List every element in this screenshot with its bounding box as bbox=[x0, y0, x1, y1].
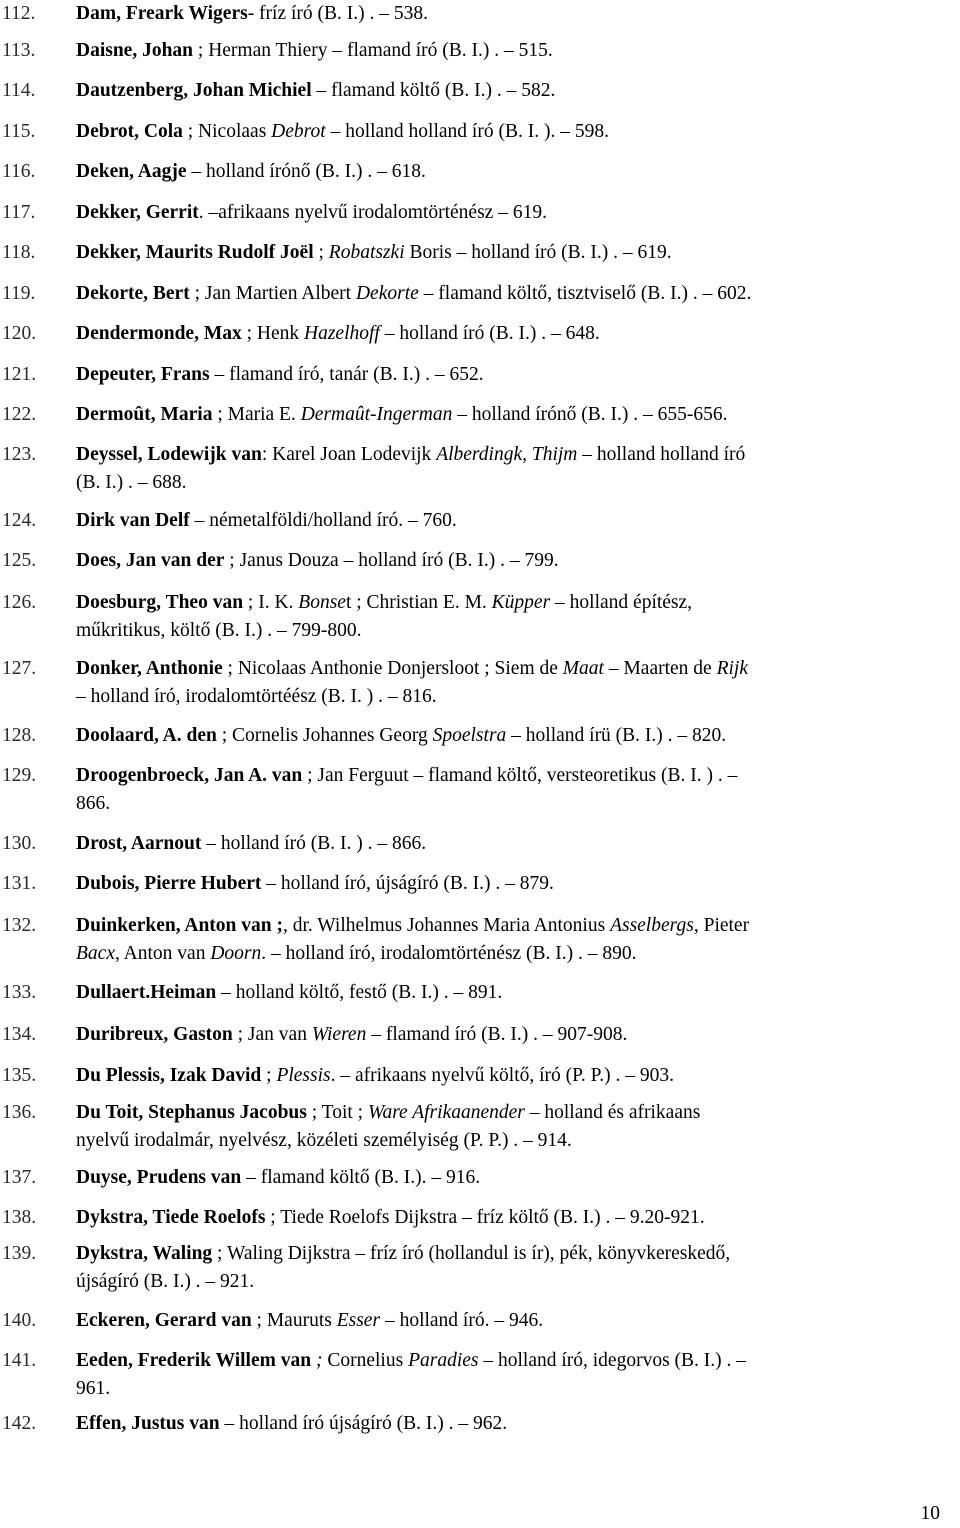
entry-number: 114. bbox=[2, 80, 36, 101]
entry-text bbox=[76, 239, 960, 267]
entry-pseudonym: Doorn bbox=[210, 943, 262, 964]
entry-description: ; Nicolaas bbox=[182, 121, 272, 142]
entry-line bbox=[76, 158, 960, 186]
entry-description: – Maarten de bbox=[603, 658, 717, 679]
entry-name: Dekorte, Bert bbox=[76, 283, 190, 304]
entry-description: ; Jan Martien Albert bbox=[189, 283, 356, 304]
entry-name: Dykstra, Tiede Roelofs bbox=[76, 1207, 266, 1228]
entry-name: Dam, Freark Wigers bbox=[76, 3, 248, 24]
entry-number: 134. bbox=[2, 1024, 37, 1045]
entry-text bbox=[76, 830, 960, 858]
entry-pseudonym: Spoelstra bbox=[432, 725, 507, 746]
entry-number: 142. bbox=[2, 1413, 37, 1434]
entry-description: Boris – holland író (B. I.) . – 619. bbox=[404, 242, 672, 263]
entry-description: ; I. K. bbox=[243, 592, 299, 613]
entry-number: 112. bbox=[2, 3, 36, 24]
entry-text bbox=[76, 280, 960, 308]
entry-description: : Karel Joan Lodevijk bbox=[261, 444, 437, 465]
entry-line bbox=[76, 1240, 960, 1268]
entry-description: – holland író, irodalomtörtéész (B. I. ) . – 816. bbox=[76, 686, 437, 707]
entry-line bbox=[76, 1268, 960, 1296]
entry-pseudonym: Maat bbox=[562, 658, 604, 679]
entry-name: Duinkerken, Anton van ; bbox=[76, 915, 283, 936]
page-number: 10 bbox=[920, 1503, 940, 1524]
entry-line bbox=[76, 683, 960, 711]
entry-name: Dekker, Maurits Rudolf Joël bbox=[76, 242, 314, 263]
entry-description: – holland író (B. I. ) . – 866. bbox=[201, 833, 427, 854]
entry-description: – németalföldi/holland író. – 760. bbox=[189, 510, 457, 531]
entry-description: újságíró (B. I.) . – 921. bbox=[76, 1271, 255, 1292]
entry-pseudonym: Esser bbox=[336, 1310, 381, 1331]
entry-description: Cornelius bbox=[322, 1350, 409, 1371]
entry-text bbox=[76, 547, 960, 575]
entry-number: 127. bbox=[2, 658, 37, 679]
entry-number: 138. bbox=[2, 1207, 37, 1228]
entry-line bbox=[76, 655, 960, 683]
entry-description: ; Nicolaas Anthonie Donjersloot ; Siem de bbox=[222, 658, 563, 679]
entry-description: – flamand költő (B. I.) . – 582. bbox=[311, 80, 556, 101]
entry-number: 133. bbox=[2, 982, 37, 1003]
entry-pseudonym: Alberdingk, Thijm bbox=[436, 444, 578, 465]
entry-name: Dermoût, Maria bbox=[76, 404, 213, 425]
entry-text bbox=[76, 1164, 960, 1192]
entry-text bbox=[76, 199, 960, 227]
entry-description: ; bbox=[261, 1065, 277, 1086]
entry-line bbox=[76, 1127, 960, 1155]
entry-line bbox=[76, 118, 960, 146]
entry-pseudonym: Robatszki bbox=[328, 242, 405, 263]
entry-number: 121. bbox=[2, 364, 37, 385]
entry-number: 132. bbox=[2, 915, 37, 936]
entry-line bbox=[76, 1164, 960, 1192]
entry-description: 866. bbox=[76, 793, 111, 814]
entry-text bbox=[76, 1099, 960, 1155]
entry-description: . –afrikaans nyelvű irodalomtörténész – 619. bbox=[198, 202, 547, 223]
entry-number: 129. bbox=[2, 765, 37, 786]
entry-description: , Anton van bbox=[114, 943, 211, 964]
entry-number: 117. bbox=[2, 202, 36, 223]
entry-text bbox=[76, 870, 960, 898]
entry-description: ; Herman Thiery – flamand író (B. I.) . – 515. bbox=[193, 40, 553, 61]
entry-line bbox=[76, 1062, 960, 1090]
entry-name: Dautzenberg, Johan Michiel bbox=[76, 80, 312, 101]
entry-text bbox=[76, 722, 960, 750]
entry-name: Drost, Aarnout bbox=[76, 833, 202, 854]
entry-line bbox=[76, 441, 960, 469]
entry-text bbox=[76, 401, 960, 429]
entry-line bbox=[76, 722, 960, 750]
entry-description: , dr. Wilhelmus Johannes Maria Antonius bbox=[282, 915, 611, 936]
entry-description: - fríz író (B. I.) . – 538. bbox=[247, 3, 429, 24]
entry-line bbox=[76, 361, 960, 389]
entry-number: 130. bbox=[2, 833, 37, 854]
entry-name: Eeden, Frederik Willem van bbox=[76, 1350, 312, 1371]
entry-line bbox=[76, 547, 960, 575]
entry-description: ; Cornelis Johannes Georg bbox=[216, 725, 433, 746]
entry-description: ; Maria E. bbox=[212, 404, 301, 425]
entry-description: – holland írónő (B. I.) . – 618. bbox=[186, 161, 426, 182]
entry-line bbox=[76, 762, 960, 790]
entry-line bbox=[76, 507, 960, 535]
entry-description: ; bbox=[313, 242, 329, 263]
entry-name: Effen, Justus van bbox=[76, 1413, 220, 1434]
entry-number: 141. bbox=[2, 1350, 37, 1371]
entry-name: Doolaard, A. den bbox=[76, 725, 217, 746]
entry-text bbox=[76, 762, 960, 818]
entry-number: 119. bbox=[2, 283, 36, 304]
entry-number: 137. bbox=[2, 1167, 37, 1188]
entry-pseudonym: Bacx bbox=[76, 943, 115, 964]
entry-description: . – holland író, irodalomtörténész (B. I.) . – 890. bbox=[261, 943, 637, 964]
entry-name: Duribreux, Gaston bbox=[76, 1024, 233, 1045]
entry-text bbox=[76, 912, 960, 968]
entry-line bbox=[76, 1204, 960, 1232]
entry-pseudonym: Plessis bbox=[276, 1065, 331, 1086]
entry-description: ; Jan van bbox=[232, 1024, 312, 1045]
entry-line bbox=[76, 979, 960, 1007]
entry-description: 961. bbox=[76, 1378, 111, 1399]
entry-pseudonym: Debrot bbox=[271, 121, 326, 142]
entry-pseudonym: Asselbergs bbox=[610, 915, 694, 936]
entry-line bbox=[76, 77, 960, 105]
entry-line bbox=[76, 37, 960, 65]
entry-line bbox=[76, 1410, 960, 1438]
entry-number: 122. bbox=[2, 404, 37, 425]
entry-number: 116. bbox=[2, 161, 36, 182]
entry-description: ; Henk bbox=[241, 323, 305, 344]
entry-line bbox=[76, 940, 960, 968]
entry-name: Daisne, Johan bbox=[76, 40, 194, 61]
entry-line bbox=[76, 199, 960, 227]
entry-text bbox=[76, 1347, 960, 1403]
entry-name: Duyse, Prudens van bbox=[76, 1167, 242, 1188]
entry-name: Depeuter, Frans bbox=[76, 364, 210, 385]
entry-number: 118. bbox=[2, 242, 36, 263]
entry-line bbox=[76, 0, 960, 28]
entry-text bbox=[76, 655, 960, 711]
entry-description: – holland író. – 946. bbox=[380, 1310, 544, 1331]
entry-text bbox=[76, 979, 960, 1007]
entry-text bbox=[76, 361, 960, 389]
entry-name: Droogenbroeck, Jan A. van bbox=[76, 765, 303, 786]
entry-description: ; Toit ; bbox=[306, 1102, 368, 1123]
entry-name: Dekker, Gerrit bbox=[76, 202, 199, 223]
entry-text bbox=[76, 118, 960, 146]
entry-description: ; Janus Douza – holland író (B. I.) . – 799. bbox=[224, 550, 559, 571]
entry-line bbox=[76, 469, 960, 497]
entry-description: – holland író (B. I.) . – 648. bbox=[379, 323, 600, 344]
entry-number: 120. bbox=[2, 323, 37, 344]
entry-line bbox=[76, 830, 960, 858]
entry-line bbox=[76, 280, 960, 308]
entry-text bbox=[76, 158, 960, 186]
entry-description: – holland író, újságíró (B. I.) . – 879. bbox=[261, 873, 554, 894]
entry-text bbox=[76, 37, 960, 65]
entry-pseudonym: Bonse bbox=[298, 592, 346, 613]
entry-number: 135. bbox=[2, 1065, 37, 1086]
entry-name: Deken, Aagje bbox=[76, 161, 187, 182]
entry-line bbox=[76, 870, 960, 898]
entry-line bbox=[76, 401, 960, 429]
entry-description: – holland költő, festő (B. I.) . – 891. bbox=[216, 982, 503, 1003]
entry-line bbox=[76, 912, 960, 940]
entry-name: Debrot, Cola bbox=[76, 121, 183, 142]
entry-name: Du Plessis, Izak David bbox=[76, 1065, 262, 1086]
entry-text bbox=[76, 77, 960, 105]
entry-name: Dubois, Pierre Hubert bbox=[76, 873, 262, 894]
entry-description: ; Tiede Roelofs Dijkstra – fríz költő (B. I.) . – 9.20-921. bbox=[265, 1207, 705, 1228]
entry-description: – flamand író (B. I.) . – 907-908. bbox=[366, 1024, 628, 1045]
entry-description: , Pieter bbox=[693, 915, 750, 936]
entry-description: . – afrikaans nyelvű költő, író (P. P.) . – 903. bbox=[330, 1065, 675, 1086]
entry-text bbox=[76, 1062, 960, 1090]
entry-pseudonym: Rijk bbox=[716, 658, 748, 679]
entry-line bbox=[76, 239, 960, 267]
entry-description: (B. I.) . – 688. bbox=[76, 472, 187, 493]
entry-number: 131. bbox=[2, 873, 37, 894]
entry-description: – flamand költő, tisztviselő (B. I.) . – 602. bbox=[418, 283, 752, 304]
entry-pseudonym: Dermaût-Ingerman bbox=[300, 404, 453, 425]
entry-number: 140. bbox=[2, 1310, 37, 1331]
entry-text bbox=[76, 507, 960, 535]
entry-line bbox=[76, 1375, 960, 1403]
entry-description: – holland építész, bbox=[550, 592, 693, 613]
entry-number: 136. bbox=[2, 1102, 37, 1123]
entry-line bbox=[76, 1307, 960, 1335]
entry-text bbox=[76, 1307, 960, 1335]
entry-name: Dykstra, Waling bbox=[76, 1243, 213, 1264]
entry-pseudonym: Dekorte bbox=[355, 283, 419, 304]
entry-text bbox=[76, 1410, 960, 1438]
entry-pseudonym: Wieren bbox=[311, 1024, 367, 1045]
entry-description: – holland és afrikaans bbox=[524, 1102, 701, 1123]
entry-pseudonym: Hazelhoff bbox=[304, 323, 380, 344]
entry-line bbox=[76, 790, 960, 818]
entry-text bbox=[76, 441, 960, 497]
entry-description: ; Waling Dijkstra – fríz író (hollandul is ír), pék, könyvkereskedő, bbox=[212, 1243, 731, 1264]
entry-line bbox=[76, 1021, 960, 1049]
entry-pseudonym: ; bbox=[311, 1350, 323, 1371]
entry-description: – holland írü (B. I.) . – 820. bbox=[506, 725, 727, 746]
entry-number: 125. bbox=[2, 550, 37, 571]
entry-number: 113. bbox=[2, 40, 36, 61]
entry-name: Does, Jan van der bbox=[76, 550, 225, 571]
entry-text bbox=[76, 320, 960, 348]
entry-description: t ; Christian E. M. bbox=[345, 592, 492, 613]
entry-description: ; Mauruts bbox=[251, 1310, 337, 1331]
entry-description: – flamand költő (B. I.). – 916. bbox=[241, 1167, 481, 1188]
entry-description: – holland író újságíró (B. I.) . – 962. bbox=[219, 1413, 508, 1434]
entry-number: 123. bbox=[2, 444, 37, 465]
entry-description: – holland írónő (B. I.) . – 655-656. bbox=[452, 404, 728, 425]
entry-text bbox=[76, 589, 960, 645]
entry-line bbox=[76, 1347, 960, 1375]
entry-text bbox=[76, 1204, 960, 1232]
entry-description: – holland holland író bbox=[577, 444, 746, 465]
entry-name: Dendermonde, Max bbox=[76, 323, 242, 344]
entry-description: – holland holland író (B. I. ). – 598. bbox=[325, 121, 609, 142]
entry-text bbox=[76, 0, 960, 28]
entry-number: 128. bbox=[2, 725, 37, 746]
entry-text bbox=[76, 1240, 960, 1296]
entry-pseudonym: Paradies bbox=[408, 1350, 479, 1371]
entry-line bbox=[76, 589, 960, 617]
entry-description: ; Jan Ferguut – flamand költő, versteoretikus (B. I. ) . – bbox=[302, 765, 738, 786]
entry-number: 126. bbox=[2, 592, 37, 613]
entry-name: Eckeren, Gerard van bbox=[76, 1310, 252, 1331]
entry-pseudonym: Ware Afrikaanender bbox=[367, 1102, 525, 1123]
entry-pseudonym: Küpper bbox=[491, 592, 551, 613]
entry-description: – holland író, idegorvos (B. I.) . – bbox=[478, 1350, 747, 1371]
entry-number: 139. bbox=[2, 1243, 37, 1264]
entry-name: Doesburg, Theo van bbox=[76, 592, 244, 613]
entry-number: 115. bbox=[2, 121, 36, 142]
entry-line bbox=[76, 1099, 960, 1127]
entry-name: Deyssel, Lodewijk van bbox=[76, 444, 262, 465]
entry-description: – flamand író, tanár (B. I.) . – 652. bbox=[209, 364, 484, 385]
entry-number: 124. bbox=[2, 510, 37, 531]
entry-description: műkritikus, költő (B. I.) . – 799-800. bbox=[76, 620, 362, 641]
entry-description: nyelvű irodalmár, nyelvész, közéleti személyiség (P. P.) . – 914. bbox=[76, 1130, 572, 1151]
entry-name: Dullaert.Heiman bbox=[76, 982, 217, 1003]
entry-line bbox=[76, 617, 960, 645]
entry-line bbox=[76, 320, 960, 348]
entry-name: Dirk van Delf bbox=[76, 510, 190, 531]
entry-name: Du Toit, Stephanus Jacobus bbox=[76, 1102, 307, 1123]
entry-text bbox=[76, 1021, 960, 1049]
entry-name: Donker, Anthonie bbox=[76, 658, 223, 679]
